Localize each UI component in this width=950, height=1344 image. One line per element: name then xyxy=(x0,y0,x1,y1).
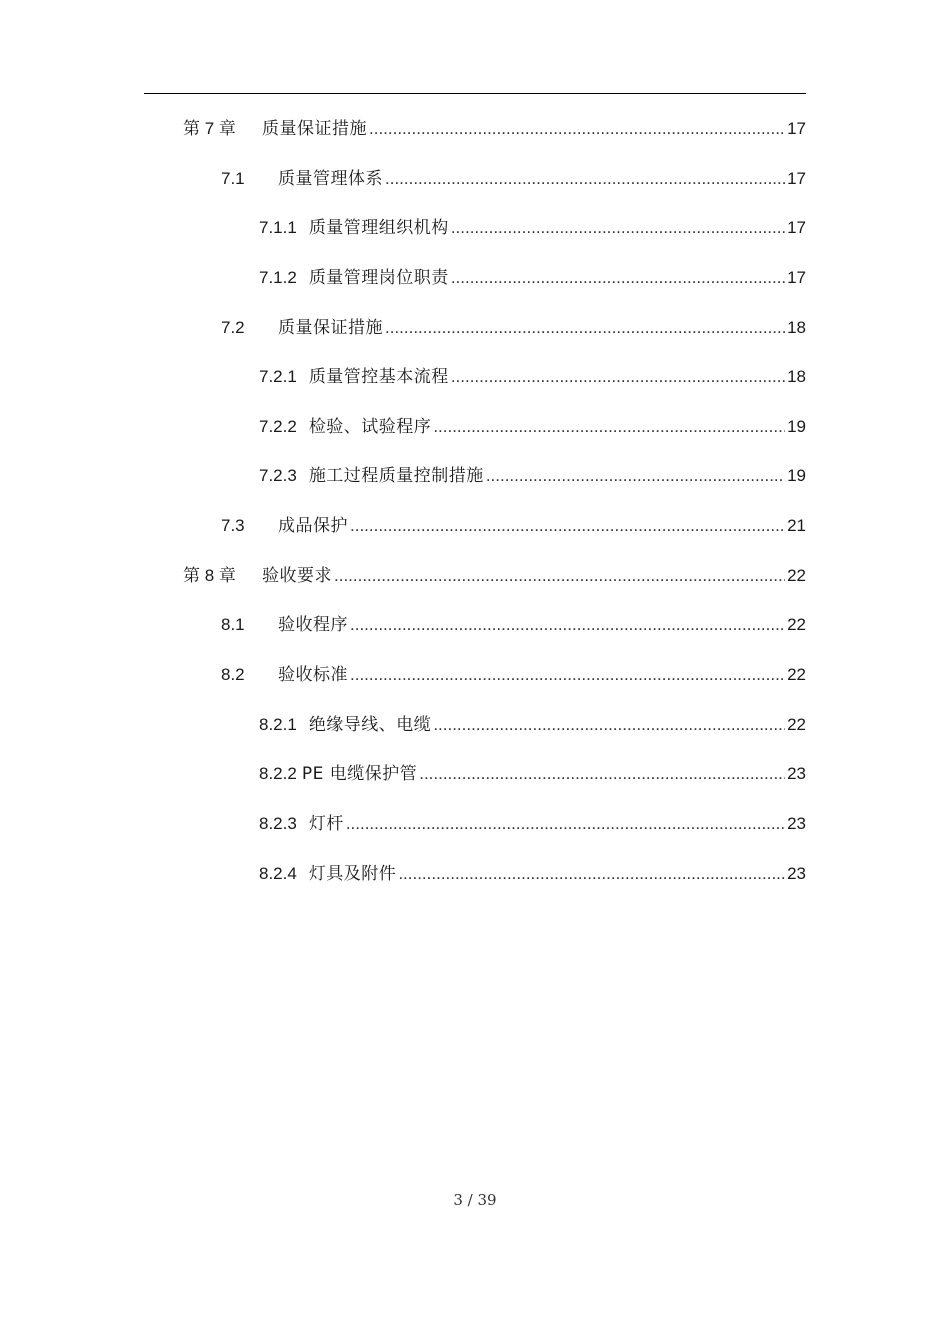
toc-dot-leader xyxy=(451,265,785,291)
toc-entry-number: 7.2.1 xyxy=(259,367,297,386)
toc-dot-leader xyxy=(350,662,785,688)
toc-dot-leader xyxy=(398,861,785,887)
toc-dot-leader xyxy=(433,414,785,440)
toc-entry-page: 22 xyxy=(787,665,806,684)
toc-entry-number: 8.2 xyxy=(221,665,245,684)
toc-entry-page: 23 xyxy=(787,814,806,833)
toc-entry-page: 17 xyxy=(787,218,806,237)
toc-entry-page: 22 xyxy=(787,715,806,734)
toc-entry-7-1-1[interactable] xyxy=(259,215,806,241)
toc-entry-number: 7.1 xyxy=(221,169,245,188)
toc-dot-leader xyxy=(451,215,785,241)
toc-entry-number: 7.1.1 xyxy=(259,218,297,237)
toc-entry-7-1[interactable] xyxy=(221,166,806,192)
toc-entry-7-2-3[interactable] xyxy=(259,463,806,489)
toc-entry-title: 质量管理体系 xyxy=(278,169,383,189)
toc-entry-page: 22 xyxy=(787,615,806,634)
toc-entry-number: 8.2.3 xyxy=(259,814,297,833)
toc-entry-page: 19 xyxy=(787,417,806,436)
toc-dot-leader xyxy=(369,116,785,142)
toc-entry-title: 质量管控基本流程 xyxy=(308,367,449,387)
toc-entry-number: 7.2.3 xyxy=(259,466,297,485)
toc-entry-page: 17 xyxy=(787,119,806,138)
toc-dot-leader xyxy=(419,761,785,787)
toc-entry-page: 18 xyxy=(787,367,806,386)
toc-dot-leader xyxy=(486,463,785,489)
toc-entry-title: 验收程序 xyxy=(278,615,348,635)
toc-entry-page: 21 xyxy=(787,516,806,535)
toc-entry-page: 17 xyxy=(787,268,806,287)
page-number-footer: 3 / 39 xyxy=(453,1191,497,1209)
toc-entry-7-1-2[interactable] xyxy=(259,265,806,291)
toc-entry-7-3[interactable] xyxy=(221,513,806,539)
toc-entry-title: 成品保护 xyxy=(278,516,348,536)
toc-entry-page: 19 xyxy=(787,466,806,485)
toc-dot-leader xyxy=(385,315,785,341)
toc-entry-title: 绝缘导线、电缆 xyxy=(308,715,432,735)
toc-entry-number: 7.3 xyxy=(221,516,245,535)
toc-entry-8-2-4[interactable] xyxy=(259,861,806,887)
toc-entry-page: 17 xyxy=(787,169,806,188)
toc-entry-page: 23 xyxy=(787,864,806,883)
toc-entry-title: 质量保证措施 xyxy=(278,318,383,338)
toc-entry-title: 质量保证措施 xyxy=(262,119,367,139)
toc-entry-number: 7.2 xyxy=(221,318,245,337)
toc-entry-7-2-2[interactable] xyxy=(259,414,806,440)
toc-entry-title: 灯具及附件 xyxy=(308,864,397,884)
toc-entry-8-2-2[interactable] xyxy=(259,761,806,787)
toc-dot-leader xyxy=(451,364,785,390)
toc-entry-title: 验收要求 xyxy=(262,566,332,586)
toc-entry-8-2-1[interactable] xyxy=(259,712,806,738)
toc-dot-leader xyxy=(433,712,785,738)
toc-entry-8-1[interactable] xyxy=(221,612,806,638)
toc-entry-title: 验收标准 xyxy=(278,665,348,685)
toc-dot-leader xyxy=(385,166,785,192)
toc-dot-leader xyxy=(334,563,785,589)
toc-entry-number: 7.2.2 xyxy=(259,417,297,436)
toc-dot-leader xyxy=(350,513,785,539)
toc-entry-title: 检验、试验程序 xyxy=(308,417,432,437)
toc-entry-page: 22 xyxy=(787,566,806,585)
toc-entry-title: 施工过程质量控制措施 xyxy=(308,466,484,486)
toc-entry-chapter-8[interactable] xyxy=(183,563,806,589)
toc-entry-number: 8.2.1 xyxy=(259,715,297,734)
toc-entry-page: 18 xyxy=(787,318,806,337)
toc-entry-title: 灯杆 xyxy=(308,814,344,834)
toc-entry-page: 23 xyxy=(787,764,806,783)
toc-entry-number: 第 8 章 xyxy=(183,566,236,585)
toc-entry-number: 7.1.2 xyxy=(259,268,297,287)
toc-dot-leader xyxy=(350,612,785,638)
toc-entry-title: 质量管理组织机构 xyxy=(308,218,449,238)
toc-entry-8-2[interactable] xyxy=(221,662,806,688)
toc-entry-7-2-1[interactable] xyxy=(259,364,806,390)
toc-entry-number: 第 7 章 xyxy=(183,119,236,138)
toc-entry-chapter-7[interactable] xyxy=(183,116,806,142)
toc-entry-title: PE 电缆保护管 xyxy=(301,764,418,784)
toc-entry-title: 质量管理岗位职责 xyxy=(308,268,449,288)
toc-entry-number: 8.2.2 xyxy=(259,764,297,783)
toc-entry-number: 8.2.4 xyxy=(259,864,297,883)
toc-entry-7-2[interactable] xyxy=(221,315,806,341)
toc-entry-number: 8.1 xyxy=(221,615,245,634)
toc-dot-leader xyxy=(346,811,785,837)
toc-entry-8-2-3[interactable] xyxy=(259,811,806,837)
